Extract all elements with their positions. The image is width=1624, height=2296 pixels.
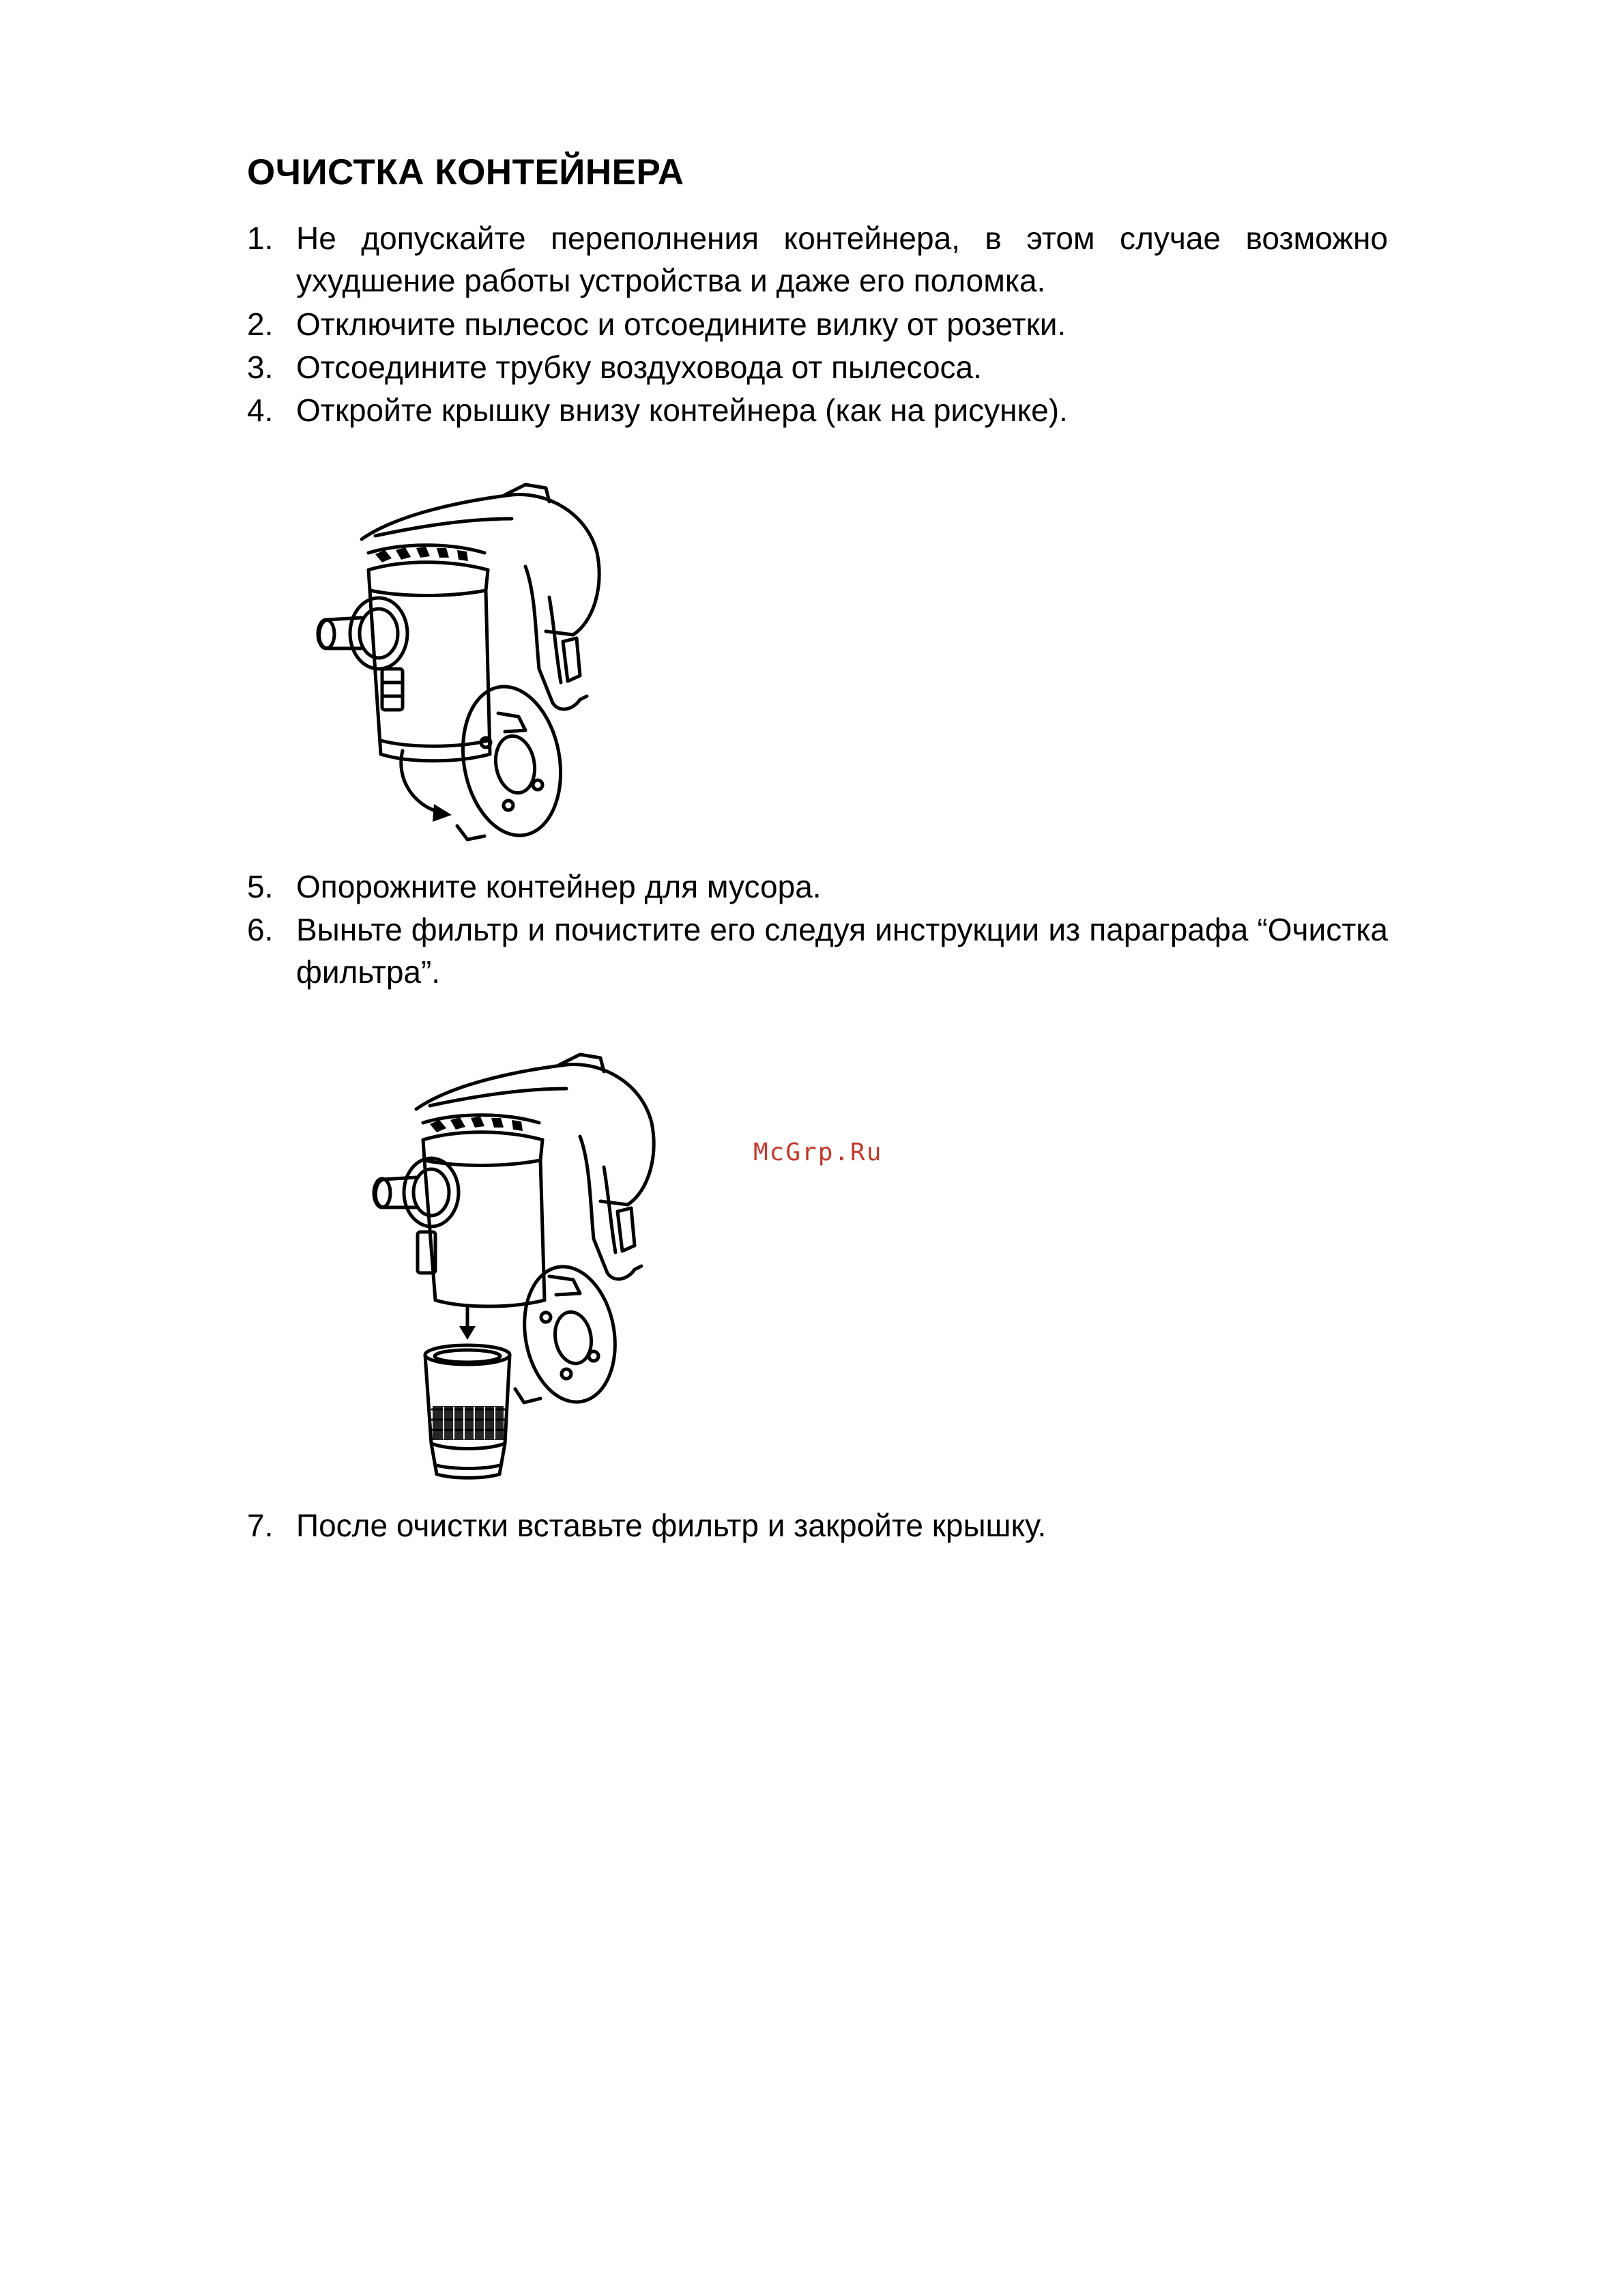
step-number: 2. [247, 306, 274, 342]
step-number: 4. [247, 392, 274, 428]
vacuum-filter-removal-illustration [341, 1048, 696, 1491]
step-number: 5. [247, 869, 274, 904]
step-number: 3. [247, 349, 274, 385]
step-text: Отключите пылесос и отсоедините вилку от розетки. [296, 306, 1067, 342]
list-item [247, 303, 1388, 345]
list-item [247, 389, 1388, 431]
watermark-text: McGrp.Ru [753, 1138, 883, 1166]
step-text: Отсоедините трубку воздуховода от пылесоса. [296, 349, 982, 385]
list-item [247, 1504, 1388, 1547]
step-number: 6. [247, 912, 274, 947]
step-text: Опорожните контейнер для мусора. [296, 869, 822, 904]
list-item [247, 908, 1388, 993]
step-text: Не допускайте переполнения контейнера, в этом случае возможно ухудшение работы устройства и даже его поломка. [296, 220, 1388, 298]
list-item [247, 865, 1388, 908]
vacuum-lid-open-illustration [300, 478, 641, 860]
step-text: Выньте фильтр и почистите его следуя инструкции из параграфа “Очистка фильтра”. [296, 912, 1388, 990]
list-item [247, 346, 1388, 388]
page-title: ОЧИСТКА КОНТЕЙНЕРА [247, 152, 684, 192]
step-number: 1. [247, 220, 274, 256]
step-text: Откройте крышку внизу контейнера (как на рисунке). [296, 392, 1068, 428]
step-number: 7. [247, 1508, 274, 1543]
step-text: После очистки вставьте фильтр и закройте крышку. [296, 1508, 1047, 1543]
list-item [247, 217, 1388, 302]
